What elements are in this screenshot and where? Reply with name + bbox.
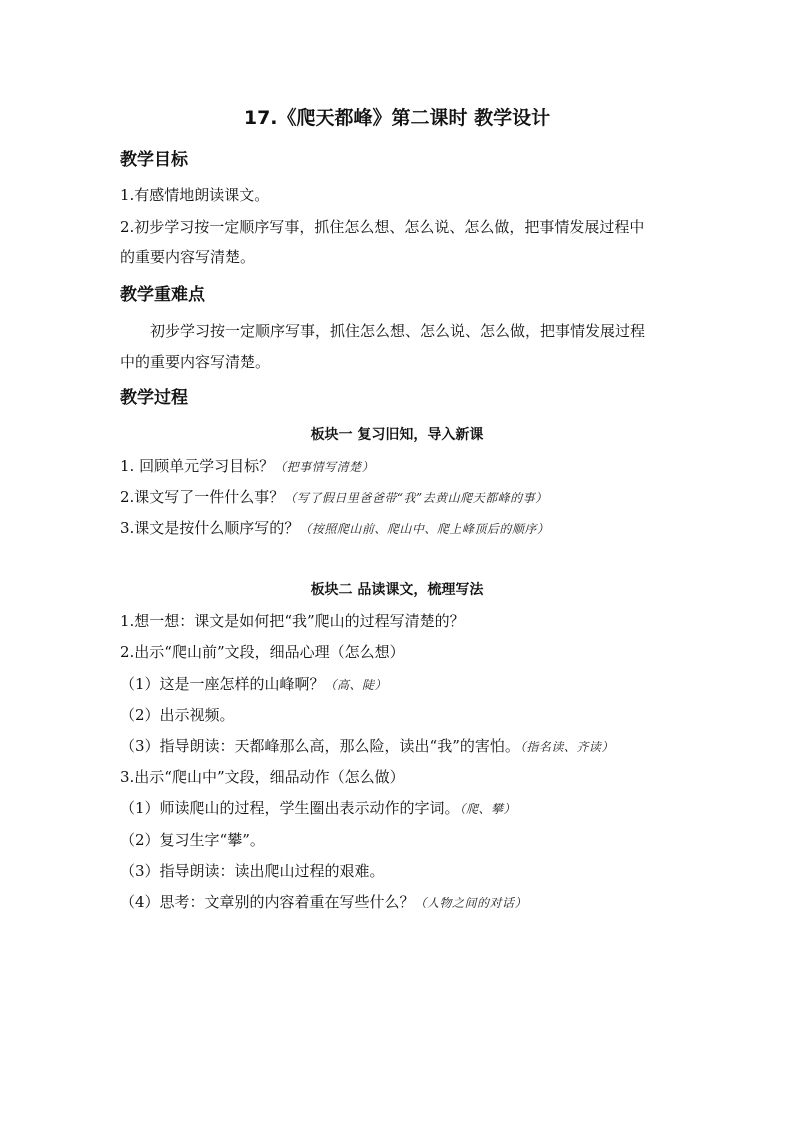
goal-item-2: 2.初步学习按一定顺序写事，抓住怎么想、怎么说、怎么做，把事情发展过程中 [120,218,645,236]
item-answer: （指名读、齐读） [519,740,614,754]
item-text: 1.想一想：课文是如何把“我”爬山的过程写清楚的？ [120,612,465,630]
item-text: （4）思考：文章别的内容着重在写些什么？ [120,893,415,911]
block1-item-2 [120,487,548,508]
document-title: 17.《爬天都峰》第二课时 教学设计 [243,107,551,129]
block2-item-10 [120,892,527,913]
item-text: 2.出示“爬山前”文段，细品心理（怎么想） [120,643,405,661]
block2-item-5 [120,736,614,757]
block1-item-1 [120,456,374,477]
item-text: （1）这是一座怎样的山峰啊？ [120,675,325,693]
block2-title: 板块二 品读课文，梳理写法 [310,582,484,598]
item-text: （2）复习生字“攀”。 [120,831,265,849]
process-heading: 教学过程 [120,388,188,408]
keypoints-heading: 教学重难点 [120,285,205,305]
block1-item-3 [120,518,549,539]
item-text: （3）指导朗读：读出爬山过程的艰难。 [120,862,385,880]
item-text: 3.课文是按什么顺序写的？ [120,519,300,537]
keypoints-line-1: 初步学习按一定顺序写事，抓住怎么想、怎么说、怎么做，把事情发展过程 [150,322,646,340]
block2-item-2 [120,642,405,662]
keypoints-line-2: 中的重要内容写清楚。 [120,353,271,371]
block2-item-7 [120,798,516,819]
item-text: （2）出示视频。 [120,706,235,724]
item-answer: （按照爬山前、爬山中、爬上峰顶后的顺序） [299,522,550,536]
item-answer: （人物之间的对话） [414,896,528,910]
block2-item-8 [120,830,265,850]
block2-item-6 [120,767,405,787]
block2-item-1 [120,611,465,631]
goal-item-2-cont: 的重要内容写清楚。 [120,248,256,266]
item-answer: （爬、攀） [459,802,517,816]
block2-item-4 [120,705,235,725]
item-answer: （把事情写清楚） [274,460,375,474]
item-text: 2.课文写了一件什么事？ [120,488,285,506]
block2-item-9 [120,861,385,881]
item-text: 1. 回顾单元学习目标？ [120,457,275,475]
block1-title: 板块一 复习旧知，导入新课 [310,427,484,443]
goals-heading: 教学目标 [120,150,188,170]
item-answer: （写了假日里爸爸带“我”去黄山爬天都峰的事） [284,491,548,505]
item-text: （3）指导朗读：天都峰那么高，那么险，读出“我”的害怕。 [120,737,520,755]
goal-item-1: 1.有感情地朗读课文。 [120,186,270,204]
item-text: （1）师读爬山的过程，学生圈出表示动作的字词。 [120,799,460,817]
item-answer: （高、陡） [324,678,388,692]
item-text: 3.出示“爬山中”文段，细品动作（怎么做） [120,768,405,786]
block2-item-3 [120,674,387,695]
